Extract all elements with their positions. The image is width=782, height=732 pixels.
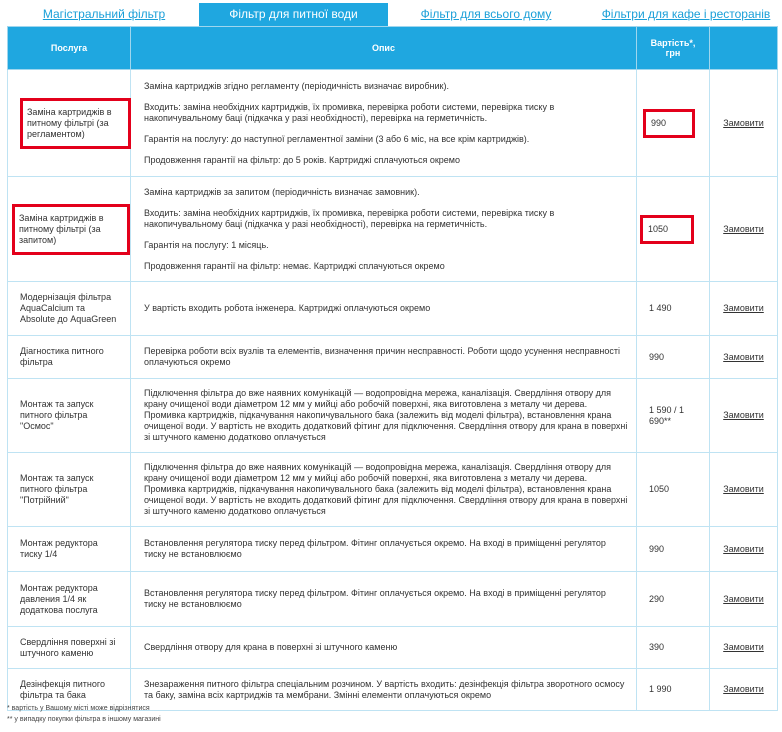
tab-main-filter-link[interactable]: Магістральний фільтр bbox=[42, 7, 166, 21]
order-link[interactable]: Замовити bbox=[723, 642, 764, 652]
description-cell: Підключення фільтра до вже наявних комунікацій — водопровідна мережа, каналізація. Свердління отвору для крану очищеної води діаметром 12 мм у мийці або робочій поверхні, яка виготовлена з металу чи дерева. Промивка картриджів, підкачування накопичувального бака (залежить від моделі фільтра), встановлення крана очищеної води. У вартість не входить додатковий фітинг для підключення. Свердління отвору для крана в поверхні зі штучного каменю додатково оплачується bbox=[131, 453, 637, 527]
description-cell: Свердління отвору для крана в поверхні зі штучного каменю bbox=[131, 627, 637, 669]
order-cell bbox=[710, 336, 778, 379]
price-cell: 1050 bbox=[637, 453, 710, 527]
header-order bbox=[710, 27, 778, 70]
footnotes bbox=[7, 703, 161, 725]
service-cell: Монтаж та запуск питного фільтра "Осмос" bbox=[8, 379, 131, 453]
order-cell bbox=[710, 627, 778, 669]
header-service: Послуга bbox=[8, 27, 131, 70]
highlighted-price: 1050 bbox=[640, 215, 694, 244]
highlighted-price: 990 bbox=[643, 109, 695, 138]
service-cell: Монтаж редуктора давления 1/4 як додаткова послуга bbox=[8, 572, 131, 627]
description-text: Заміна картриджів згідно регламенту (періодичність визначає виробник). bbox=[144, 80, 449, 91]
order-link[interactable]: Замовити bbox=[723, 543, 764, 554]
table-row bbox=[8, 379, 778, 453]
description-text: Гарантія на послугу: 1 місяць. bbox=[144, 239, 269, 250]
order-cell bbox=[710, 70, 778, 177]
description-cell bbox=[131, 70, 637, 177]
highlighted-service-name: Заміна картриджів в питному фільтрі (за регламентом) bbox=[20, 98, 131, 149]
order-cell bbox=[710, 379, 778, 453]
service-tabs bbox=[0, 0, 782, 26]
order-cell bbox=[710, 669, 778, 711]
tab-cafe-link[interactable]: Фільтри для кафе і ресторанів bbox=[601, 7, 771, 21]
tab-main-filter[interactable] bbox=[40, 3, 168, 25]
header-price bbox=[637, 27, 710, 70]
description-text: Входить: заміна необхідних картриджів, їх промивка, перевірка роботи системи, перевірка тиску в накопичувальному баці (підкачка у разі необхідності), перевірка на герметичність. bbox=[144, 207, 555, 229]
order-link[interactable]: Замовити bbox=[723, 593, 764, 604]
tab-whole-house-filter[interactable] bbox=[418, 3, 554, 25]
service-cell: Монтаж та запуск питного фільтра "Потрійний" bbox=[8, 453, 131, 527]
description-cell bbox=[131, 177, 637, 282]
tab-drinking-water-filter[interactable] bbox=[199, 3, 388, 26]
footnote-other-store: ** у випадку покупки фільтра в іншому магазині bbox=[7, 716, 161, 723]
table-row bbox=[8, 453, 778, 527]
header-price-line2: грн bbox=[665, 48, 681, 58]
price-cell: 1 590 / 1 690** bbox=[637, 379, 710, 453]
price-cell bbox=[637, 70, 710, 177]
table-row bbox=[8, 336, 778, 379]
description-text: Продовження гарантії на фільтр: немає. Картриджі сплачуються окремо bbox=[144, 260, 445, 271]
description-cell: Перевірка роботи всіх вузлів та елементів, визначення причин несправності. Роботи щодо усунення несправності оплачуються окремо bbox=[131, 336, 637, 379]
order-link[interactable]: Замовити bbox=[723, 484, 764, 494]
description-cell: Встановлення регулятора тиску перед фільтром. Фітинг оплачується окремо. На вході в приміщенні регулятор тиску не встановлюємо bbox=[131, 527, 637, 572]
order-link[interactable]: Замовити bbox=[723, 410, 764, 420]
order-link[interactable]: Замовити bbox=[723, 223, 764, 234]
highlighted-service-name: Заміна картриджів в питному фільтрі (за запитом) bbox=[12, 204, 130, 255]
service-cell: Діагностика питного фільтра bbox=[8, 336, 131, 379]
description-text: Продовження гарантії на фільтр: до 5 років. Картриджі сплачуються окремо bbox=[144, 154, 460, 165]
description-text: Заміна картриджів за запитом (періодичність визначає замовник). bbox=[144, 186, 420, 197]
tab-cafe-filters[interactable] bbox=[598, 3, 774, 25]
price-cell: 990 bbox=[637, 336, 710, 379]
description-cell: Підключення фільтра до вже наявних комунікацій — водопровідна мережа, каналізація. Свердління отвору для крану очищеної води діаметром 12 мм у мийці або робочій поверхні, яка виготовлена з металу чи дерева. Промивка картриджів, підкачування накопичувального бака (залежить від моделі фільтра), встановлення крана очищеної води. У вартість не входить додатковий фітинг для підключення. Свердління отвору для крана в поверхні зі штучного каменю додатково оплачується bbox=[131, 379, 637, 453]
service-cell: Монтаж редуктора тиску 1/4 bbox=[8, 527, 131, 572]
service-cell: Дезінфекція питного фільтра та бака bbox=[8, 669, 131, 711]
service-cell: Модернізація фільтра AquaCalcium та Absolute до AquaGreen bbox=[8, 282, 131, 336]
price-cell: 290 bbox=[637, 572, 710, 627]
order-link[interactable]: Замовити bbox=[723, 684, 764, 694]
service-cell bbox=[8, 70, 131, 177]
table-row bbox=[8, 177, 778, 282]
order-cell bbox=[710, 177, 778, 282]
tab-drinking-water-label: Фільтр для питної води bbox=[229, 7, 358, 21]
order-cell bbox=[710, 282, 778, 336]
price-cell: 1 490 bbox=[637, 282, 710, 336]
order-link[interactable]: Замовити bbox=[723, 351, 764, 362]
table-row bbox=[8, 527, 778, 572]
table-row bbox=[8, 572, 778, 627]
description-text: Гарантія на послугу: до наступної регламентної заміни (3 або 6 міс, на все крім картриджів). bbox=[144, 133, 530, 144]
footnote-price-varies: * вартість у Вашому місті може відрізнятися bbox=[7, 705, 150, 712]
description-text: Входить: заміна необхідних картриджів, їх промивка, перевірка роботи системи, перевірка тиску в накопичувальному баці (підкачка у разі необхідності), перевірка на герметичність. bbox=[144, 101, 555, 123]
table-row bbox=[8, 627, 778, 669]
order-link[interactable]: Замовити bbox=[723, 303, 764, 313]
order-cell bbox=[710, 453, 778, 527]
service-cell bbox=[8, 177, 131, 282]
description-cell: Встановлення регулятора тиску перед фільтром. Фітинг оплачується окремо. На вході в приміщенні регулятор тиску не встановлюємо bbox=[131, 572, 637, 627]
description-cell: Знезараження питного фільтра спеціальним розчином. У вартість входить: дезінфекція фільтра зворотного осмосу та баку, заміна всіх картриджів та мембрани. Змінні елементи оплачуються окремо bbox=[131, 669, 637, 711]
price-cell bbox=[637, 177, 710, 282]
header-price-line1: Вартість*, bbox=[650, 38, 696, 48]
table-row bbox=[8, 70, 778, 177]
price-cell: 1 990 bbox=[637, 669, 710, 711]
services-table bbox=[7, 26, 778, 711]
order-link[interactable]: Замовити bbox=[723, 117, 764, 128]
table-row bbox=[8, 282, 778, 336]
tab-whole-house-link[interactable]: Фільтр для всього дому bbox=[420, 7, 552, 21]
price-cell: 990 bbox=[637, 527, 710, 572]
order-cell bbox=[710, 527, 778, 572]
header-description: Опис bbox=[131, 27, 637, 70]
order-cell bbox=[710, 572, 778, 627]
service-cell: Свердління поверхні зі штучного каменю bbox=[8, 627, 131, 669]
table-header-row bbox=[8, 27, 778, 70]
price-cell: 390 bbox=[637, 627, 710, 669]
description-cell: У вартість входить робота інженера. Картриджі оплачуються окремо bbox=[131, 282, 637, 336]
